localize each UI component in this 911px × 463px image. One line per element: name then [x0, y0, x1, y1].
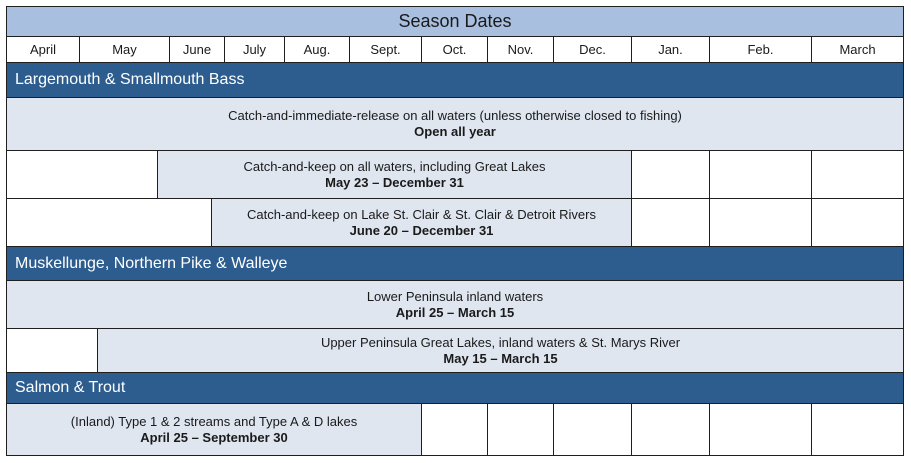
section-title: Largemouth & Smallmouth Bass — [15, 71, 245, 88]
period-description: Catch-and-keep on Lake St. Clair & St. Clair & Detroit Rivers — [247, 206, 596, 222]
period-dates: April 25 – September 30 — [140, 429, 288, 445]
month-label: Feb. — [747, 42, 774, 57]
section-title: Muskellunge, Northern Pike & Walleye — [15, 254, 288, 272]
month-label: July — [242, 42, 267, 57]
empty-cell — [631, 150, 710, 199]
section-header-muskellunge-pike-walleye — [6, 246, 904, 281]
month-label: March — [839, 42, 876, 57]
period-dates: April 25 – March 15 — [395, 304, 515, 320]
month-june — [169, 36, 225, 63]
empty-cell — [487, 403, 554, 456]
month-aug — [284, 36, 350, 63]
section-title: Salmon & Trout — [15, 379, 126, 396]
month-march — [811, 36, 904, 63]
month-oct — [421, 36, 488, 63]
month-april — [6, 36, 80, 63]
empty-cell — [811, 150, 904, 199]
section-header-bass — [6, 62, 904, 98]
empty-cell — [709, 403, 812, 456]
section-header-salmon-trout — [6, 372, 904, 404]
empty-cell — [631, 198, 710, 247]
period-bass-catch-release — [6, 97, 904, 151]
period-dates: May 23 – December 31 — [325, 174, 464, 190]
period-inland-streams-lakes — [6, 403, 422, 456]
empty-cell — [6, 198, 212, 247]
month-may — [79, 36, 170, 63]
table-title-text: Season Dates — [398, 11, 512, 31]
month-sept — [349, 36, 422, 63]
period-bass-catch-keep-all — [157, 150, 632, 199]
month-jan — [631, 36, 710, 63]
empty-cell — [553, 403, 632, 456]
month-label: May — [112, 42, 137, 57]
period-dates: Open all year — [414, 124, 496, 139]
month-label: Aug. — [303, 42, 331, 57]
month-label: Sept. — [370, 42, 401, 57]
empty-cell — [811, 198, 904, 247]
empty-cell — [631, 403, 710, 456]
period-description: Catch-and-immediate-release on all waters (unless otherwise closed to fishing) — [228, 108, 682, 123]
empty-cell — [6, 150, 158, 199]
month-label: Nov. — [507, 42, 534, 57]
empty-cell — [6, 328, 98, 373]
month-label: Dec. — [579, 42, 606, 57]
period-description: (Inland) Type 1 & 2 streams and Type A & D lakes — [70, 413, 358, 429]
month-feb — [709, 36, 812, 63]
month-label: Jan. — [658, 42, 683, 57]
month-label: June — [182, 42, 212, 57]
period-dates: May 15 – March 15 — [443, 350, 558, 366]
empty-cell — [811, 403, 904, 456]
period-description: Upper Peninsula Great Lakes, inland waters & St. Marys River — [320, 334, 681, 350]
empty-cell — [421, 403, 488, 456]
empty-cell — [709, 198, 812, 247]
month-dec — [553, 36, 632, 63]
period-description: Lower Peninsula inland waters — [366, 288, 544, 304]
period-bass-catch-keep-st-clair — [211, 198, 632, 247]
month-label: April — [29, 42, 56, 57]
empty-cell — [709, 150, 812, 199]
period-upper-peninsula — [97, 328, 904, 373]
period-dates: June 20 – December 31 — [349, 222, 494, 238]
period-lower-peninsula — [6, 280, 904, 329]
month-nov — [487, 36, 554, 63]
period-description: Catch-and-keep on all waters, including Great Lakes — [243, 158, 546, 174]
month-july — [224, 36, 285, 63]
month-label: Oct. — [442, 42, 467, 57]
table-title — [6, 6, 904, 37]
